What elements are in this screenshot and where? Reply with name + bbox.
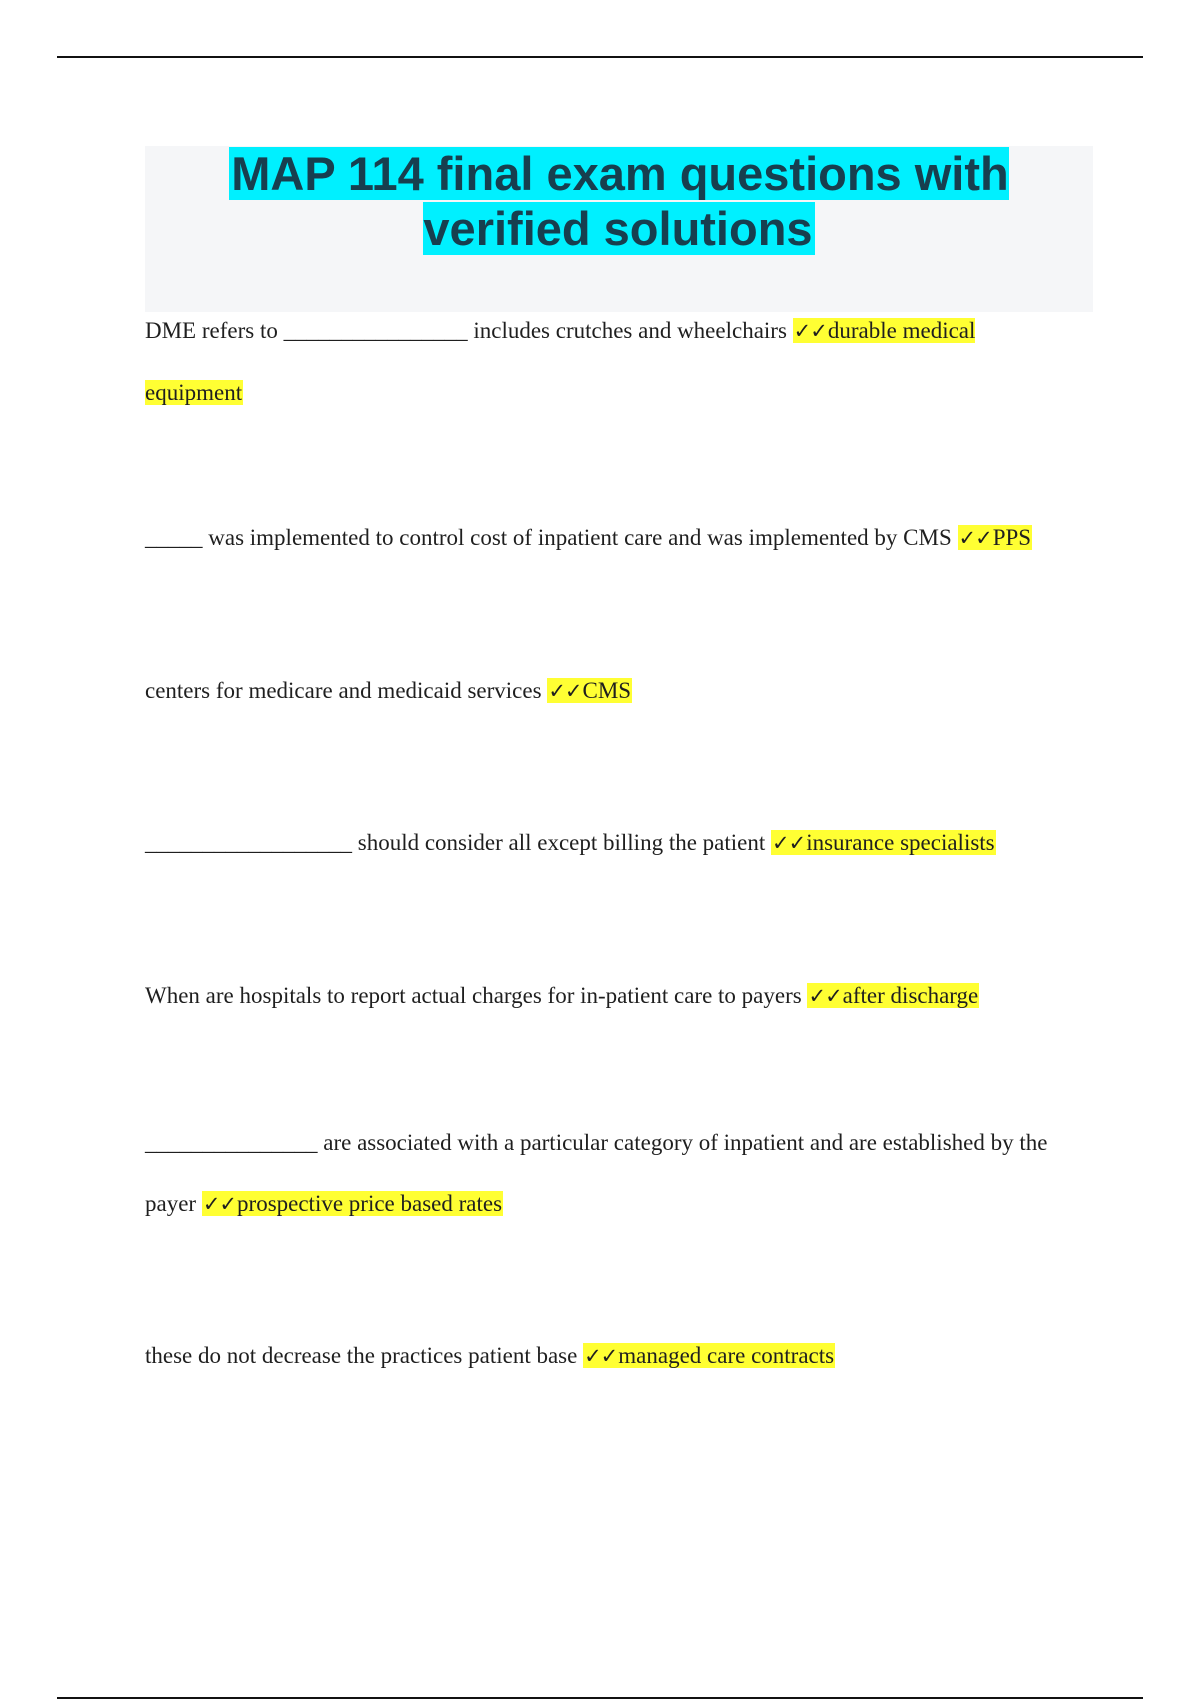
check-mark-icon: ✓✓ (548, 679, 582, 703)
check-mark-icon: ✓✓ (772, 831, 806, 855)
document-title-text: MAP 114 final exam questions with verified solutions (231, 147, 1009, 255)
answer-highlight (771, 830, 996, 855)
question-7 (145, 1325, 1060, 1387)
bottom-rule (57, 1697, 1143, 1699)
top-rule (57, 56, 1143, 58)
question-text: _______________ are associated with a particular category of inpatient and are established by the payer (145, 1130, 1048, 1216)
answer-highlight (202, 1191, 503, 1216)
question-text: centers for medicare and medicaid services (145, 678, 542, 703)
question-3 (145, 660, 1060, 722)
document-title (145, 146, 1093, 256)
answer-text: durable medical equipment (145, 318, 976, 405)
question-5 (145, 965, 1060, 1027)
answer-text: insurance specialists (806, 830, 995, 855)
check-mark-icon: ✓✓ (793, 319, 827, 343)
check-mark-icon: ✓✓ (584, 1344, 618, 1368)
check-mark-icon: ✓✓ (202, 1192, 237, 1216)
check-mark-icon: ✓✓ (808, 984, 842, 1008)
check-mark-icon: ✓✓ (958, 526, 992, 550)
question-text: When are hospitals to report actual charges for in-patient care to payers (145, 983, 802, 1008)
question-4 (145, 812, 1060, 874)
question-1 (145, 300, 1060, 423)
question-2 (145, 507, 1060, 569)
answer-highlight (583, 1343, 835, 1368)
answer-highlight (547, 678, 632, 703)
answer-text: CMS (582, 678, 632, 703)
question-text: these do not decrease the practices patient base (145, 1343, 578, 1368)
answer-highlight (958, 525, 1033, 550)
question-6 (145, 1112, 1080, 1235)
answer-text: prospective price based rates (237, 1191, 503, 1216)
question-text: DME refers to ________________ includes crutches and wheelchairs (145, 318, 787, 343)
answer-text: PPS (992, 525, 1032, 550)
answer-highlight (807, 983, 979, 1008)
question-text: _____ was implemented to control cost of inpatient care and was implemented by CMS (145, 525, 952, 550)
answer-text: after discharge (842, 983, 979, 1008)
answer-text: managed care contracts (618, 1343, 835, 1368)
question-text: __________________ should consider all except billing the patient (145, 830, 766, 855)
